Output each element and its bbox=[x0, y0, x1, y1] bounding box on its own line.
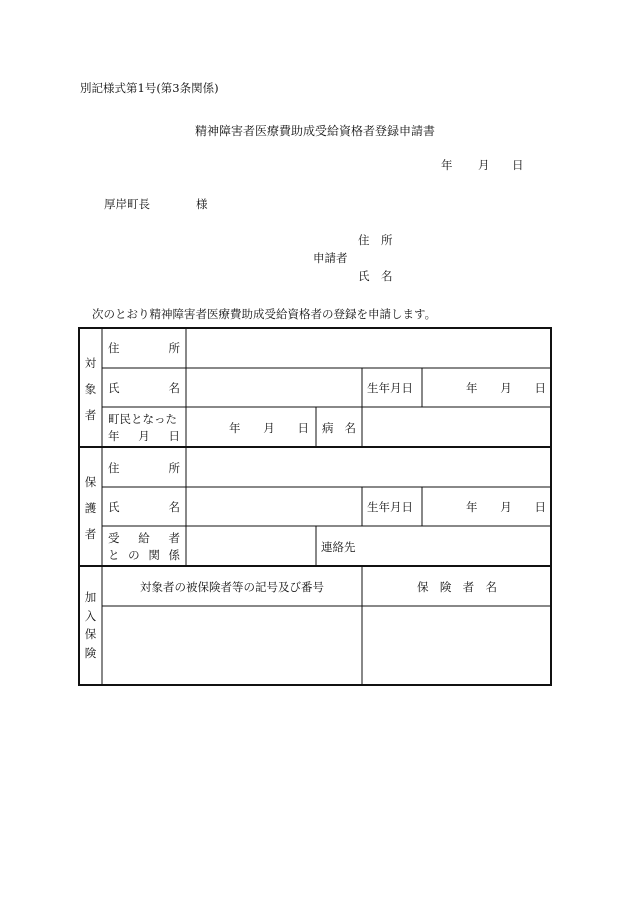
char: 月 bbox=[263, 421, 275, 435]
insurer-name-field[interactable] bbox=[363, 607, 550, 684]
applicant-address-label: 住 所 bbox=[358, 233, 393, 247]
char: 日 bbox=[534, 500, 546, 514]
resident-line-2 bbox=[108, 428, 180, 444]
guardian-birthdate-field[interactable] bbox=[466, 499, 546, 515]
char: 名 bbox=[168, 381, 180, 395]
applicant-label: 申請者 bbox=[313, 251, 348, 265]
guardian-relation-label bbox=[108, 530, 180, 563]
char: 保 bbox=[84, 475, 97, 489]
char: 名 bbox=[344, 421, 356, 435]
char: 対 bbox=[84, 356, 97, 370]
intro-text: 次のとおり精神障害者医療費助成受給資格者の登録を申請します。 bbox=[92, 307, 437, 321]
char: 月 bbox=[500, 500, 512, 514]
char: 名 bbox=[168, 500, 180, 514]
resident-line-1: 町民となった bbox=[108, 412, 177, 426]
char: 給 bbox=[138, 531, 150, 545]
guardian-name-label bbox=[108, 499, 180, 515]
char: 保 bbox=[84, 627, 97, 642]
char: 名 bbox=[485, 580, 497, 594]
char: 険 bbox=[84, 645, 97, 660]
char: 者 bbox=[84, 527, 97, 541]
insured-number-header: 対象者の被保険者等の記号及び番号 bbox=[140, 580, 324, 594]
char: 日 bbox=[168, 429, 180, 443]
form-number-label: 別記様式第1号(第3条関係) bbox=[80, 81, 219, 95]
char: 保 bbox=[417, 580, 429, 594]
guardian-name-field[interactable] bbox=[187, 488, 361, 525]
submission-date-month: 月 bbox=[478, 158, 490, 172]
subject-birthdate-label: 生年月日 bbox=[367, 381, 413, 395]
char: の bbox=[128, 548, 140, 562]
char: 月 bbox=[500, 381, 512, 395]
char: 日 bbox=[534, 381, 546, 395]
guardian-address-field[interactable] bbox=[187, 448, 550, 486]
char: 険 bbox=[439, 580, 452, 594]
char: 関 bbox=[148, 548, 160, 562]
subject-name-label bbox=[108, 380, 180, 396]
subject-address-field[interactable] bbox=[187, 329, 550, 367]
insurer-name-header bbox=[417, 579, 497, 595]
char: 入 bbox=[84, 608, 97, 623]
addressee-suffix: 様 bbox=[196, 197, 208, 211]
submission-date-day: 日 bbox=[512, 158, 524, 172]
submission-date-year: 年 bbox=[441, 158, 453, 172]
subject-name-field[interactable] bbox=[187, 369, 361, 406]
subject-disease-field[interactable] bbox=[363, 408, 550, 446]
char: 年 bbox=[466, 500, 478, 514]
char: 年 bbox=[108, 429, 120, 443]
char: 係 bbox=[168, 548, 180, 562]
relation-line-2 bbox=[108, 547, 180, 563]
relation-line-1 bbox=[108, 530, 180, 546]
char: 住 bbox=[108, 461, 120, 475]
char: 年 bbox=[466, 381, 478, 395]
char: 所 bbox=[168, 461, 180, 475]
subject-disease-label bbox=[322, 420, 356, 436]
applicant-name-label: 氏 名 bbox=[358, 269, 393, 283]
char: 加 bbox=[84, 590, 97, 605]
char: 象 bbox=[84, 382, 97, 396]
guardian-section-label bbox=[79, 469, 102, 547]
char: 者 bbox=[462, 580, 475, 594]
char: 月 bbox=[138, 429, 150, 443]
char: 年 bbox=[229, 421, 241, 435]
guardian-birthdate-label: 生年月日 bbox=[367, 500, 413, 514]
addressee: 厚岸町長 bbox=[104, 197, 150, 211]
document-title: 精神障害者医療費助成受給資格者登録申請書 bbox=[194, 124, 435, 138]
guardian-relation-field[interactable] bbox=[187, 527, 315, 565]
char: 日 bbox=[297, 421, 309, 435]
subject-resident-since-label bbox=[108, 411, 180, 444]
char: 住 bbox=[108, 341, 120, 355]
insured-number-field[interactable] bbox=[103, 607, 361, 684]
char: 氏 bbox=[108, 500, 120, 514]
char: 氏 bbox=[108, 381, 120, 395]
subject-birthdate-field[interactable] bbox=[466, 380, 546, 396]
char: 者 bbox=[168, 531, 180, 545]
subject-section-label bbox=[79, 350, 102, 428]
subject-resident-since-field[interactable] bbox=[229, 420, 309, 436]
subject-address-label bbox=[108, 340, 180, 356]
char: 病 bbox=[322, 421, 334, 435]
guardian-contact-label: 連絡先 bbox=[321, 540, 356, 554]
insurance-section-label bbox=[79, 588, 102, 662]
guardian-address-label bbox=[108, 460, 180, 476]
char: と bbox=[108, 548, 120, 562]
char: 護 bbox=[84, 501, 97, 515]
char: 所 bbox=[168, 341, 180, 355]
guardian-contact-field[interactable] bbox=[317, 527, 550, 565]
char: 受 bbox=[108, 531, 120, 545]
char: 者 bbox=[84, 408, 97, 422]
